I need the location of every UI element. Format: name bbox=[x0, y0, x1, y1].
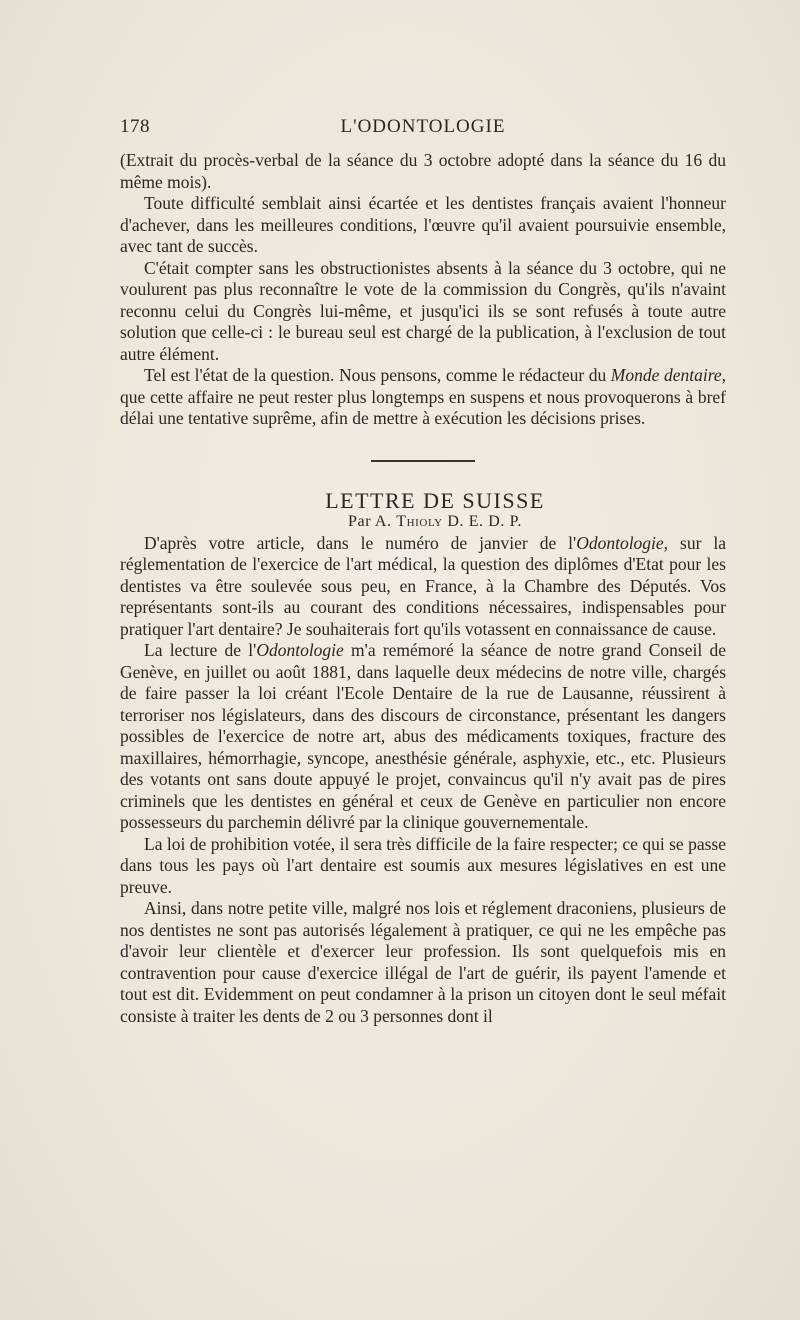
article-paragraph-1 bbox=[120, 533, 726, 641]
article-p2-start: La lecture de l' bbox=[144, 640, 257, 660]
byline-prefix: Par A. bbox=[348, 513, 397, 530]
article-paragraph-2 bbox=[120, 640, 726, 834]
intro-p4-italic: Monde dentaire, bbox=[610, 365, 726, 385]
byline-author: Thioly bbox=[396, 513, 443, 530]
intro-paragraph-4 bbox=[120, 365, 726, 430]
article-byline bbox=[120, 511, 726, 533]
byline-suffix: D. E. D. P. bbox=[442, 513, 522, 530]
running-title: L'ODONTOLOGIE bbox=[340, 116, 506, 137]
article-p1-end: sur la réglementation de l'exercice de l'art médical, la question des diplômes d'Etat pour les dentistes va être soulevée sous peu, en France, à la Chambre des Députés. Vos représentants sont-ils au courant des conditions nécessaires, indispensables pour pratiquer l'art dentaire? Je souhaiterais fort qu'ils votassent en connaissance de cause. bbox=[120, 532, 726, 639]
article-p2-end: m'a remémoré la séance de notre grand Conseil de Genève, en juillet ou août 1881, dans laquelle deux médecins de notre ville, chargés de faire passer la loi créant l'Ecole Dentaire de la rue de Lausanne, réussirent à terroriser nos législateurs, dans des discours de circonstance, présentant les dangers possibles de l'exercice de notre art, abus des médicaments toxiques, fracture des maxillaires, hémorrhagie, syncope, anesthésie générale, asphyxie, etc., etc. Plusieurs des votants ont sans doute appuyé le projet, convaincus qu'il n'y avait pas de pires criminels que les dentistes en général et ceux de Genève en particulier non encore possesseurs du parchemin délivré par la clinique gouvernementale. bbox=[120, 640, 726, 832]
article-p1-italic: Odontologie, bbox=[576, 532, 669, 553]
intro-paragraph-1: (Extrait du procès-verbal de la séance du 3 octobre adopté dans la séance du 16 du même mois). bbox=[120, 150, 726, 192]
intro-paragraph-2: Toute difficulté semblait ainsi écartée et les dentistes français avaient l'honneur d'achever, dans les meilleures conditions, l'œuvre qu'il avaient poursuivie ensemble, avec tant de succès. bbox=[120, 193, 726, 256]
article-paragraph-4: Ainsi, dans notre petite ville, malgré nos lois et réglement draconiens, plusieurs de nos dentistes ne sont pas autorisés légalement à pratiquer, ce qui ne les empêche pas d'avoir leur clientèle et d'exercer leur profession. Ils sont quelquefois mis en contravention pour cause d'exercice illégal de l'art de guérir, ils payent l'amende et tout est dit. Evidemment on peut condamner à la prison un citoyen dont le seul méfait consiste à traiter les dents de 2 ou 3 personnes dont il bbox=[120, 898, 726, 1026]
intro-paragraph-3: C'était compter sans les obstructionistes absents à la séance du 3 octobre, qui ne voulurent pas plus reconnaître le vote de la commission du Congrès, qu'ils n'avaint reconnu celui du Congrès lui-même, et jusqu'ici ils se sont refusés à toute autre solution que celle-ci : le bureau seul est chargé de la publication, à l'exclusion de tout autre élément. bbox=[120, 257, 726, 364]
intro-p4-end: que cette affaire ne peut rester plus longtemps en suspens et nous provoquerons à bref délai une tentative suprême, afin de mettre à exécution les décisions prises. bbox=[120, 386, 726, 428]
section-divider bbox=[371, 460, 475, 462]
article-p1-start: D'après votre article, dans le numéro de janvier de l' bbox=[144, 532, 577, 553]
intro-p4-start: Tel est l'état de la question. Nous pensons, comme le rédacteur du bbox=[144, 365, 611, 385]
page-body bbox=[120, 150, 726, 1027]
article-title: LETTRE DE SUISSE bbox=[325, 487, 545, 513]
page-number: 178 bbox=[120, 116, 150, 137]
article-p2-italic: Odontologie bbox=[256, 640, 344, 660]
page-header bbox=[120, 116, 726, 144]
article-paragraph-3: La loi de prohibition votée, il sera très difficile de la faire respecter; ce qui se passe dans tous les pays où l'art dentaire est soumis aux mesures législatives en est une preuve. bbox=[120, 833, 726, 897]
